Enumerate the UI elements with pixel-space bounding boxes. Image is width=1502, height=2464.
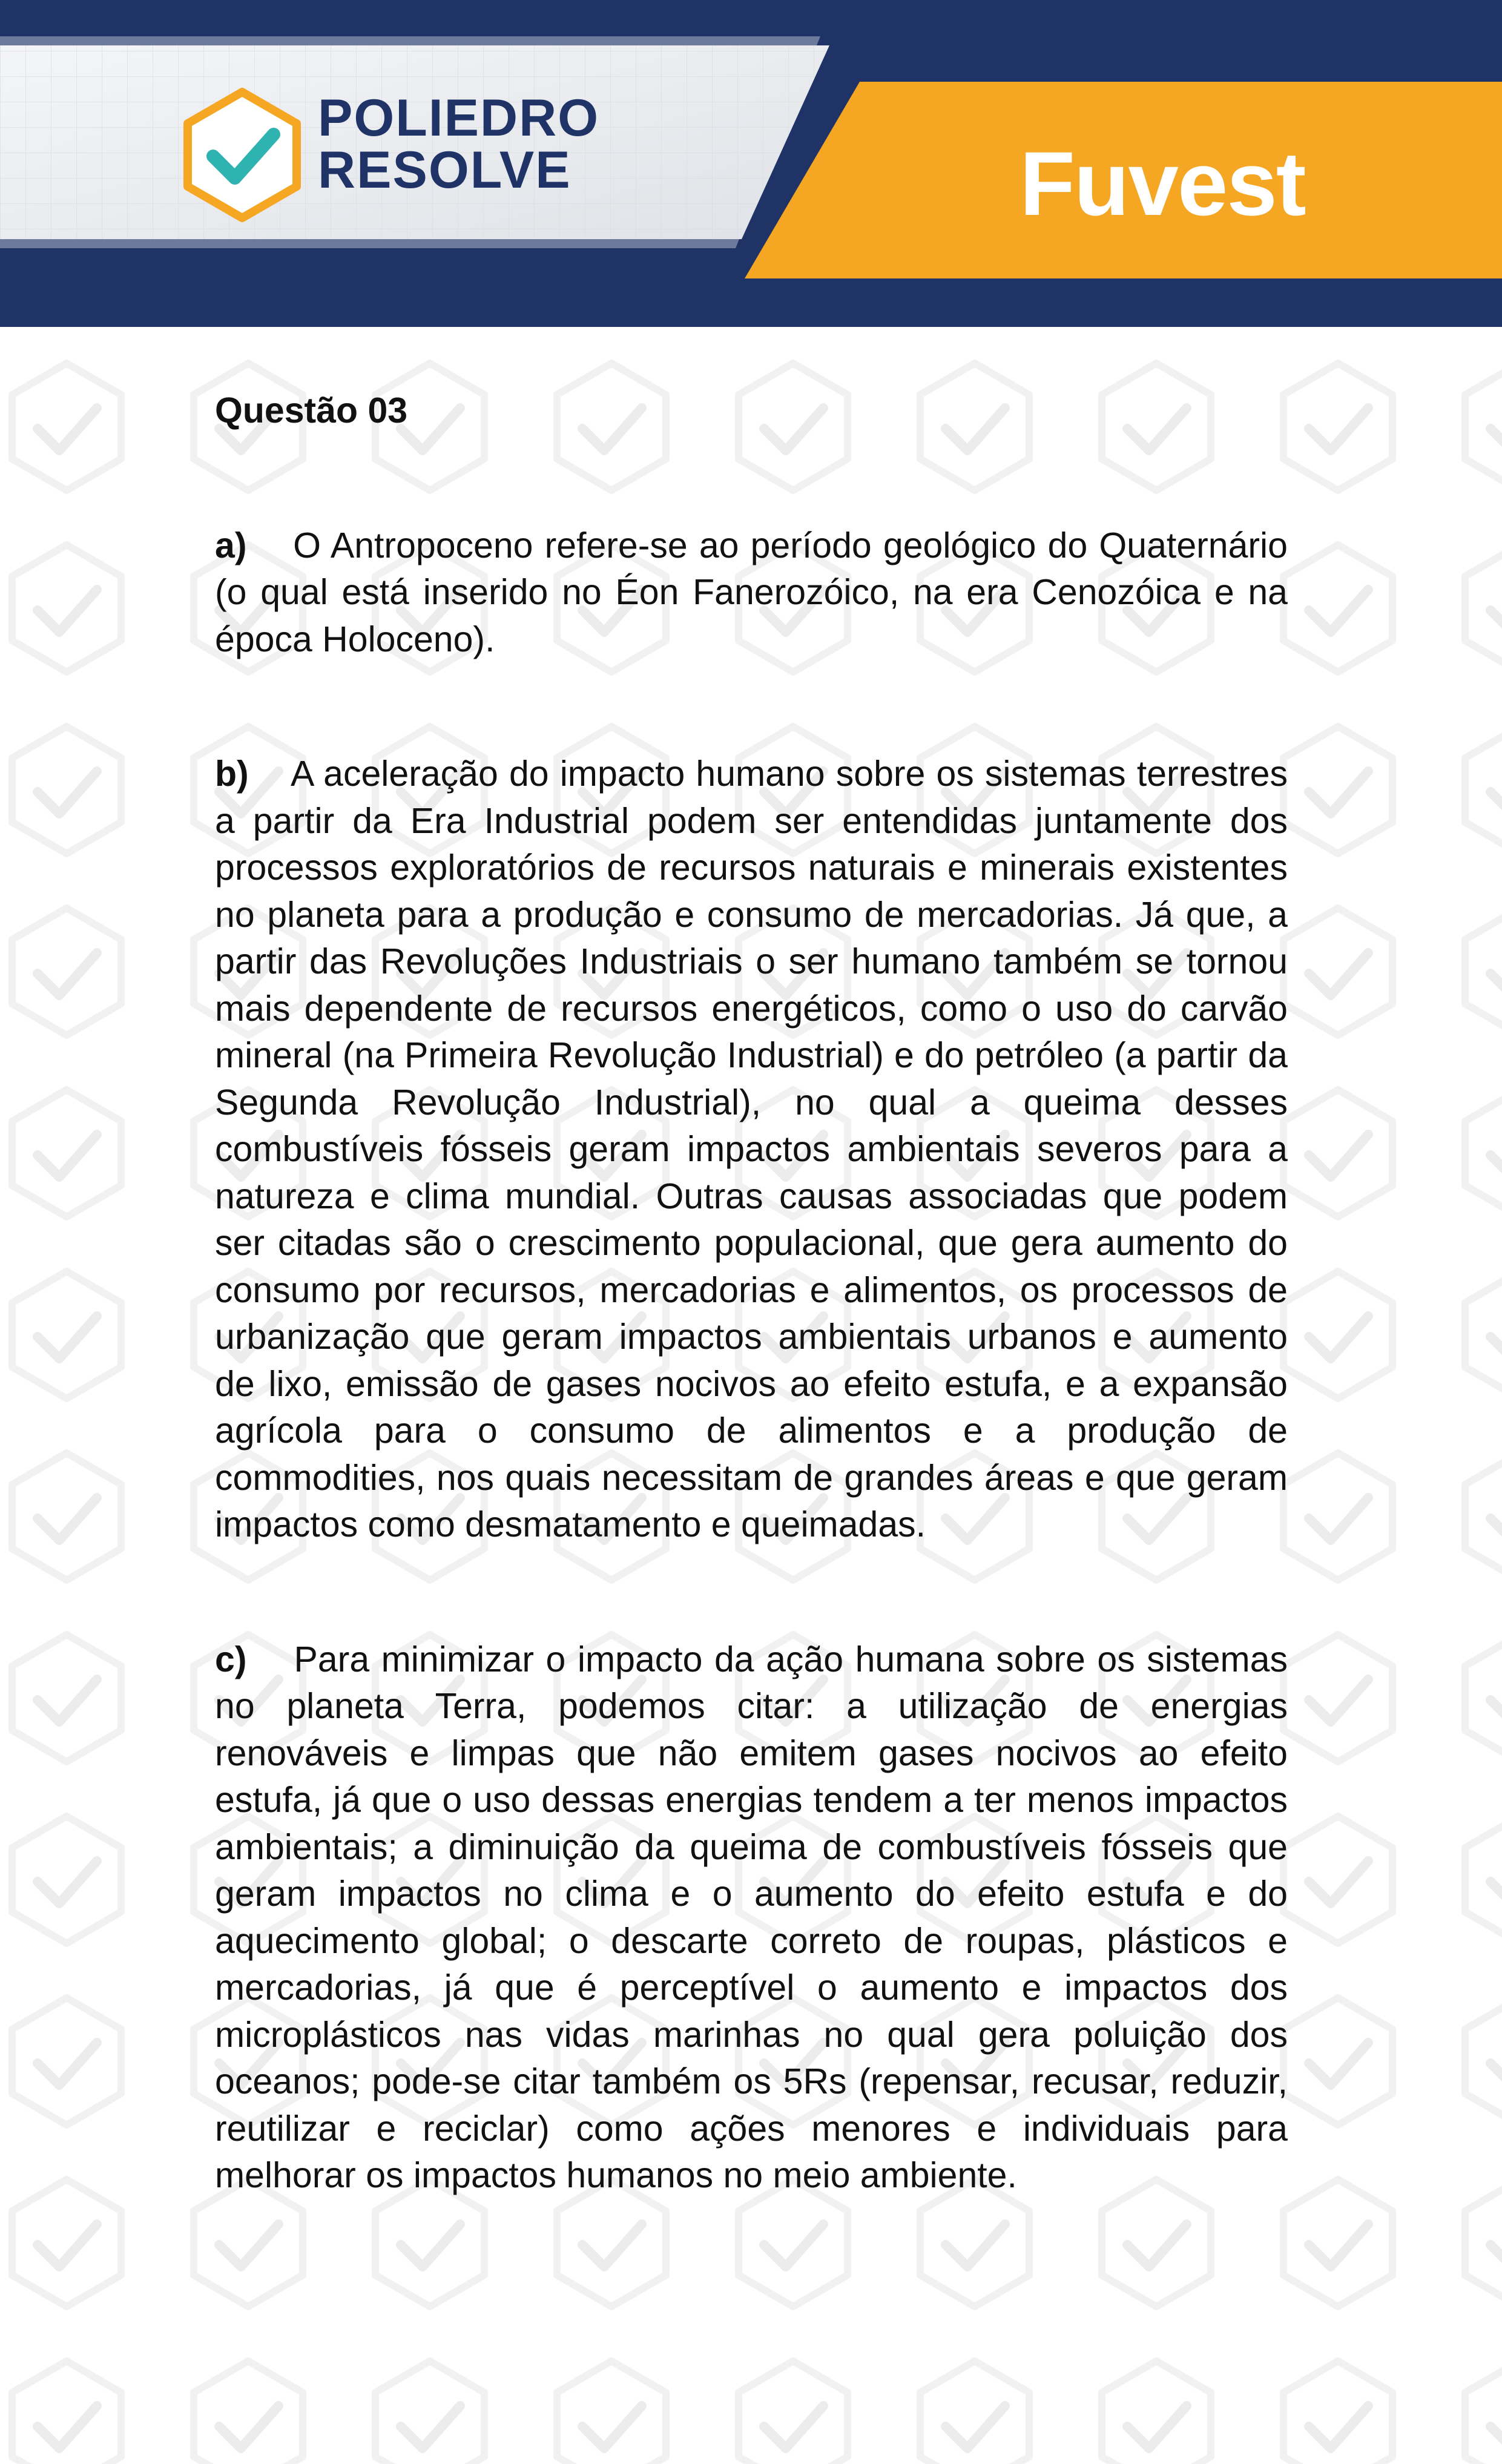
answer-text: A aceleração do impacto humano sobre os sistemas terrestres a partir da Era Industrial podem ser entendidas juntamente dos processos exploratórios de recursos naturais e minerais existentes no planeta para a produção e consumo de mercadorias. Já que, a partir das Revoluções Industriais o ser humano também se tornou mais dependente de recursos energéticos, como o uso do carvão mineral (na Primeira Revolução Industrial) e do petróleo (a partir da Segunda Revolução Industrial), no qual a queima desses combustíveis fósseis geram impactos ambientais severos para a natureza e clima mundial. Outras causas associadas que podem ser citadas são o crescimento populacional, que gera aumento do consumo por recursos, mercadorias e alimentos, os processos de urbanização que geram impactos ambientais urbanos e aumento de lixo, emissão de gases nocivos ao efeito estufa, e a expansão agrícola para o consumo de alimentos e a produção de commodities, nos quais necessitam de grandes áreas e que geram impactos como desmatamento e queimadas.	[215, 754, 1288, 1544]
poliedro-logo-icon	[188, 92, 297, 218]
answer-text: O Antropoceno refere-se ao período geológico do Quaternário (o qual está inserido no Éon Fanerozóico, na era Cenozóica e na época Holoceno).	[215, 525, 1288, 659]
answer-letter: a)	[215, 525, 282, 565]
question-title: Questão 03	[215, 390, 408, 430]
brand-name-line1: POLIEDRO	[318, 89, 600, 147]
answer-letter: c)	[215, 1639, 282, 1679]
answer-text: Para minimizar o impacto da ação humana sobre os sistemas no planeta Terra, podemos citar: a utilização de energias renováveis e limpas que não emitem gases nocivos ao efeito estufa, já que o uso dessas energias tendem a ter menos impactos ambientais; a diminuição da queima de combustíveis fósseis que geram impactos no clima e o aumento do efeito estufa e do aquecimento global; o descarte correto de roupas, plásticos e mercadorias, já que é perceptível o aumento e impactos dos microplásticos nas vidas marinhas no qual gera poluição dos oceanos; pode-se citar também os 5Rs (repensar, recusar, reduzir, reutilizar e reciclar) como ações menores e individuais para melhorar os impactos humanos no meio ambiente.	[215, 1639, 1288, 2195]
answer-a	[215, 522, 1288, 664]
document-body	[215, 387, 1288, 2287]
answer-letter: b)	[215, 754, 282, 794]
answer-c	[215, 1636, 1288, 2199]
answer-b	[215, 751, 1288, 1549]
brand-name-line2: RESOLVE	[318, 141, 571, 199]
exam-title: Fuvest	[1019, 133, 1305, 234]
